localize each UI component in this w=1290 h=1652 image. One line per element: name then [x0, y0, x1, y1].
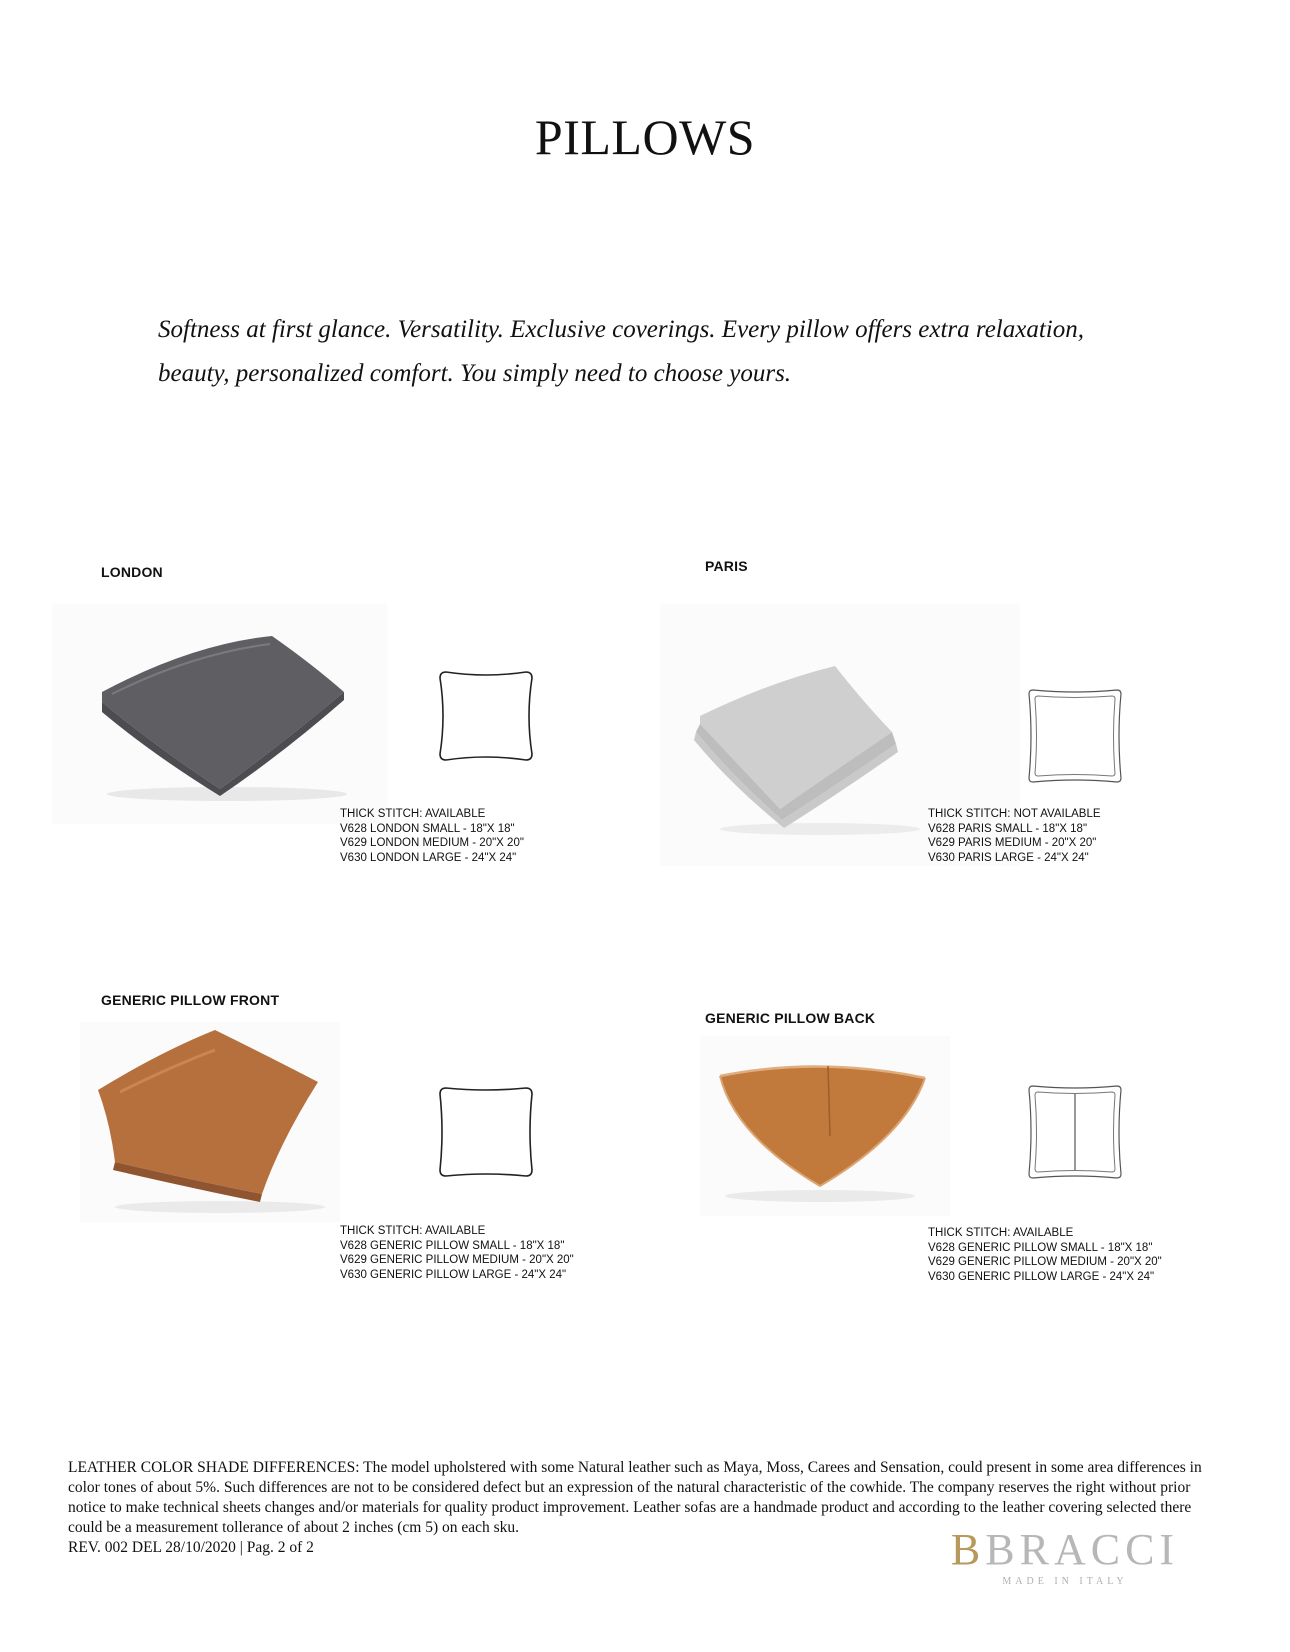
- paris-specs: [928, 807, 1101, 865]
- spec-line: V628 GENERIC PILLOW SMALL - 18"X 18": [928, 1241, 1153, 1254]
- revision-text: REV. 002 DEL 28/10/2020 | Pag. 2 of 2: [68, 1539, 314, 1556]
- generic-back-pillow-photo: [700, 1036, 950, 1216]
- product-name-generic-front: GENERIC PILLOW FRONT: [101, 992, 280, 1008]
- generic-front-pillow-photo: [80, 1022, 340, 1222]
- spec-line: V629 LONDON MEDIUM - 20"X 20": [340, 837, 524, 849]
- generic-back-specs: [928, 1226, 1162, 1284]
- spec-line: V628 LONDON SMALL - 18"X 18": [340, 822, 515, 835]
- product-name-london: LONDON: [101, 564, 163, 580]
- spec-line: V630 GENERIC PILLOW LARGE - 24"X 24": [928, 1270, 1155, 1283]
- spec-line: THICK STITCH: AVAILABLE: [928, 1227, 1074, 1239]
- logo-tagline: MADE IN ITALY: [1002, 1576, 1128, 1587]
- bracci-logo: [925, 1525, 1205, 1587]
- spec-line: V630 LONDON LARGE - 24"X 24": [340, 851, 517, 864]
- spec-line: THICK STITCH: NOT AVAILABLE: [928, 808, 1101, 820]
- generic-front-specs: [340, 1224, 574, 1282]
- spec-line: V628 PARIS SMALL - 18"X 18": [928, 822, 1088, 835]
- spec-line: V629 PARIS MEDIUM - 20"X 20": [928, 837, 1097, 849]
- spec-line: V630 PARIS LARGE - 24"X 24": [928, 851, 1089, 864]
- generic-front-stitch-outline: [436, 1082, 536, 1182]
- spec-line: V629 GENERIC PILLOW MEDIUM - 20"X 20": [340, 1254, 574, 1266]
- paris-stitch-outline: [1025, 686, 1125, 786]
- product-name-generic-back: GENERIC PILLOW BACK: [705, 1010, 876, 1026]
- london-stitch-outline: [436, 666, 536, 766]
- intro-text: Softness at first glance. Versatility. Exclusive coverings. Every pillow offers extra relaxation, beauty, personalized comfort. You simply need to choose yours.: [158, 316, 1084, 387]
- london-specs: [340, 807, 524, 865]
- spec-line: V628 GENERIC PILLOW SMALL - 18"X 18": [340, 1239, 565, 1252]
- logo-initial: B: [950, 1525, 986, 1574]
- spec-line: V629 GENERIC PILLOW MEDIUM - 20"X 20": [928, 1256, 1162, 1268]
- spec-line: THICK STITCH: AVAILABLE: [340, 808, 486, 820]
- disclaimer-text: LEATHER COLOR SHADE DIFFERENCES: The model upholstered with some Natural leather such as Maya, Moss, Carees and Sensation, could present in some area differences in color tones of about 5%. Such differences are not to be considered defect but an expression of the natural characteristic of the cowhide. The company reserves the right without prior notice to make technical sheets changes and/or materials for quality product improvement. Leather sofas are a handmade product and according to the leather covering selected there could be a measurement tollerance of about 2 inches (cm 5) on each sku.: [68, 1459, 1202, 1536]
- page-title: PILLOWS: [534, 109, 756, 165]
- product-name-paris: PARIS: [705, 558, 748, 574]
- london-pillow-photo: [52, 604, 387, 824]
- spec-line: V630 GENERIC PILLOW LARGE - 24"X 24": [340, 1268, 567, 1281]
- logo-wordmark: [925, 1525, 1205, 1574]
- logo-name: BRACCI: [985, 1525, 1180, 1574]
- generic-back-stitch-outline: [1025, 1082, 1125, 1182]
- spec-line: THICK STITCH: AVAILABLE: [340, 1225, 486, 1237]
